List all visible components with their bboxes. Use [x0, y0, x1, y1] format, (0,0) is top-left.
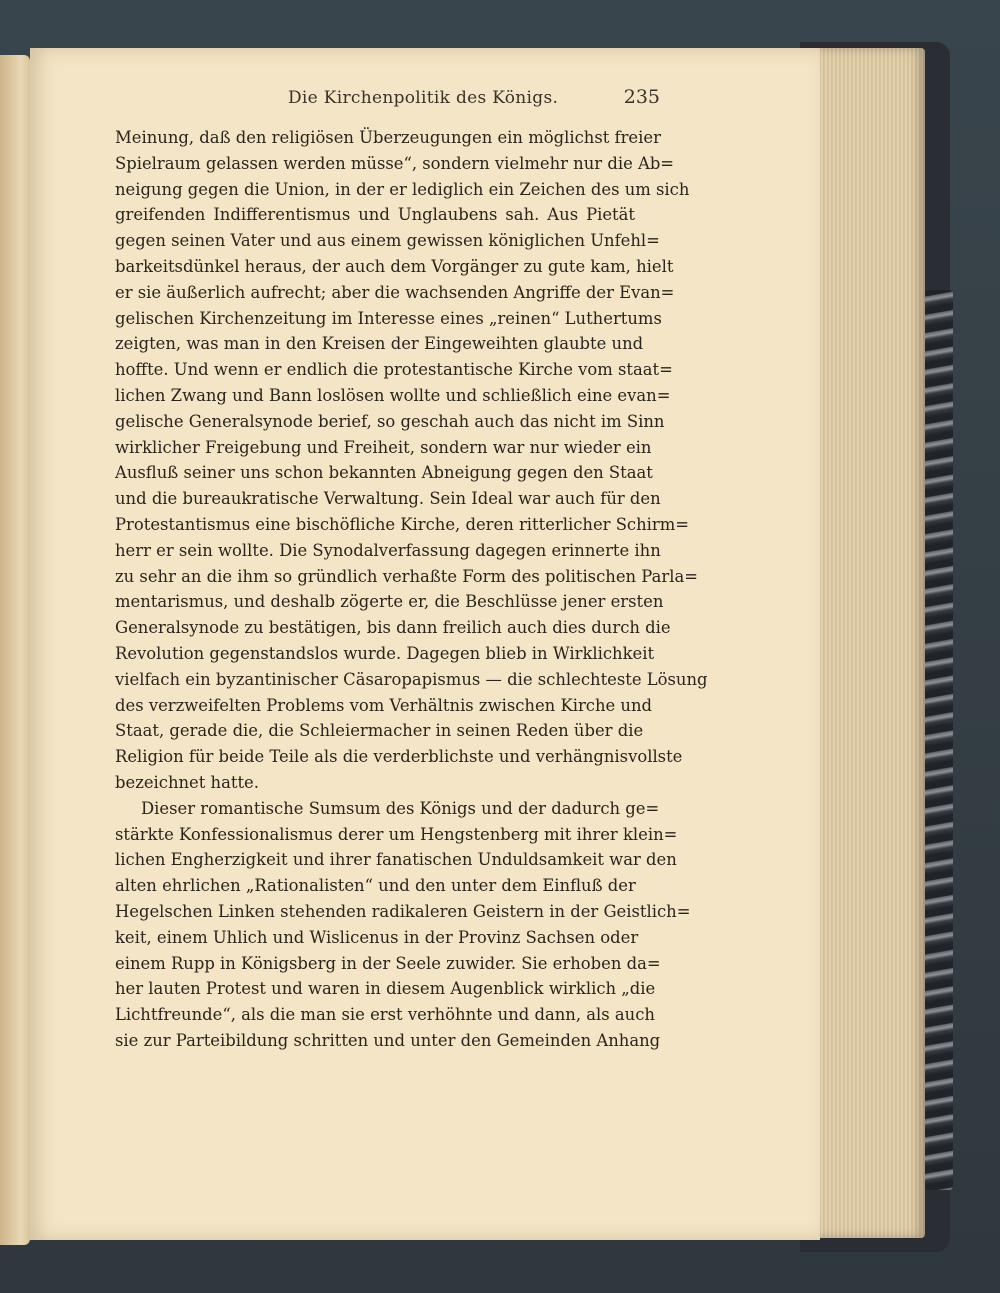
text-line: bezeichnet hatte. [115, 772, 259, 792]
body-text [115, 125, 708, 1054]
text-line: er sie äußerlich aufrecht; aber die wachsenden Angriffe der Evan= [115, 282, 675, 302]
text-line: Staat, gerade die, die Schleiermacher in seinen Reden über die [115, 721, 644, 741]
text-line: des verzweifelten Problems vom Verhältnis zwischen Kirche und [115, 695, 653, 715]
text-line: wirklicher Freigebung und Freiheit, sondern war nur wieder ein [115, 437, 652, 457]
text-line: keit, einem Uhlich und Wislicenus in der Provinz Sachsen oder [115, 927, 639, 947]
text-line: gelische Generalsynode berief, so geschah auch das nicht im Sinn [115, 411, 665, 431]
page-number: 235 [623, 86, 660, 108]
text-line: her lauten Protest und waren in diesem Augenblick wirklich „die [115, 979, 656, 999]
text-line: Protestantismus eine bischöfliche Kirche, deren ritterlicher Schirm= [115, 514, 690, 534]
text-line: Dieser romantische Sumsum des Königs und der dadurch ge= [141, 798, 660, 818]
text-line: einem Rupp in Königsberg in der Seele zuwider. Sie erhoben da= [115, 953, 661, 973]
text-line: und die bureaukratische Verwaltung. Sein Ideal war auch für den [115, 489, 661, 509]
text-line: zu sehr an die ihm so gründlich verhaßte Form des politischen Parla= [115, 566, 698, 586]
running-title: Die Kirchenpolitik des Königs. [288, 88, 559, 108]
text-line: zeigten, was man in den Kreisen der Eingeweihten glaubte und [115, 334, 644, 354]
text-line: mentarismus, und deshalb zögerte er, die Beschlüsse jener ersten [115, 592, 664, 612]
text-line: neigung gegen die Union, in der er lediglich ein Zeichen des um sich [115, 179, 690, 199]
text-line: lichen Zwang und Bann loslösen wollte und schließlich eine evan= [115, 385, 671, 405]
text-line: hoffte. Und wenn er endlich die protestantische Kirche vom staat= [115, 360, 673, 380]
text-line: Hegelschen Linken stehenden radikaleren Geistern in der Geistlich= [115, 901, 691, 921]
text-line: Religion für beide Teile als die verderblichste und verhängnisvollste [115, 747, 683, 767]
text-line: alten ehrlichen „Rationalisten“ und den unter dem Einfluß der [115, 876, 636, 896]
text-line: sie zur Parteibildung schritten und unter den Gemeinden Anhang [115, 1030, 661, 1050]
text-line: Generalsynode zu bestätigen, bis dann freilich auch dies durch die [115, 618, 671, 638]
text-line: greifenden Indifferentismus und Unglaubens sah. Aus Pietät [115, 205, 635, 225]
text-line: stärkte Konfessionalismus derer um Hengstenberg mit ihrer klein= [115, 824, 678, 844]
cover-ornament [925, 290, 953, 1190]
text-line: gelischen Kirchenzeitung im Interesse eines „reinen“ Luthertums [115, 308, 662, 328]
text-line: Ausfluß seiner uns schon bekannten Abneigung gegen den Staat [115, 463, 653, 483]
left-page-edge [0, 55, 30, 1245]
text-line: lichen Engherzigkeit und ihrer fanatischen Unduldsamkeit war den [115, 850, 677, 870]
text-line: Spielraum gelassen werden müsse“, sondern vielmehr nur die Ab= [115, 153, 675, 173]
text-line: vielfach ein byzantinischer Cäsaropapismus — die schlechteste Lösung [115, 669, 708, 689]
text-line: barkeitsdünkel heraus, der auch dem Vorgänger zu gute kam, hielt [115, 256, 674, 276]
running-head [100, 84, 660, 114]
page-edges [805, 48, 925, 1238]
text-line: gegen seinen Vater und aus einem gewissen königlichen Unfehl= [115, 231, 660, 251]
text-line: Revolution gegenstandslos wurde. Dagegen blieb in Wirklichkeit [115, 643, 655, 663]
text-line: Lichtfreunde“, als die man sie erst verhöhnte und dann, als auch [115, 1005, 655, 1025]
text-line: Meinung, daß den religiösen Überzeugungen ein möglichst freier [115, 128, 661, 147]
text-line: herr er sein wollte. Die Synodalverfassung dagegen erinnerte ihn [115, 540, 661, 560]
